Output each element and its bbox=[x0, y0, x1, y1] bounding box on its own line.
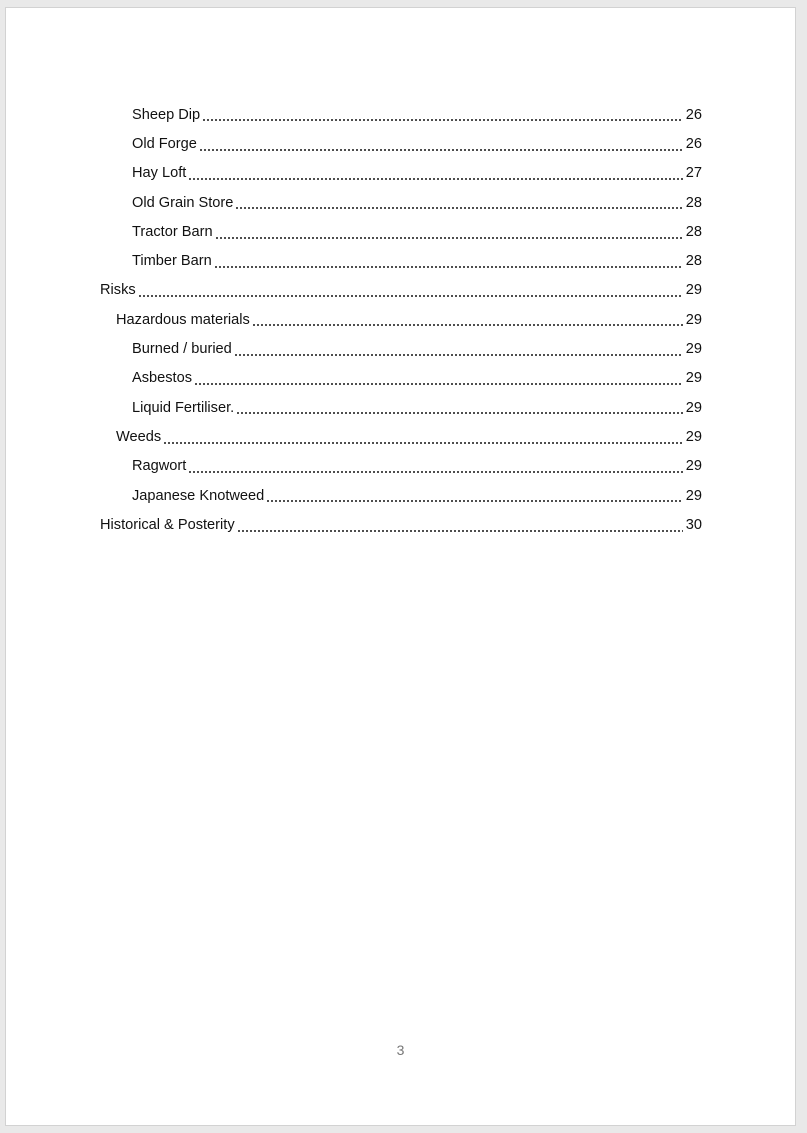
toc-dot-leader bbox=[214, 255, 683, 270]
toc-entry-page: 29 bbox=[683, 282, 702, 298]
toc-entry-tractor-barn[interactable] bbox=[100, 217, 702, 246]
toc-entry-risks[interactable] bbox=[100, 276, 702, 305]
toc-dot-leader bbox=[215, 226, 683, 241]
toc-entry-hazardous-materials[interactable] bbox=[100, 305, 702, 334]
toc-entry-page: 29 bbox=[683, 341, 702, 357]
toc-entry-title: Weeds bbox=[116, 428, 162, 445]
page-number: 3 bbox=[396, 1042, 405, 1058]
toc-entry-page: 29 bbox=[683, 312, 702, 328]
toc-dot-leader bbox=[194, 372, 683, 387]
toc-entry-title: Japanese Knotweed bbox=[132, 487, 265, 504]
toc-entry-historical-posterity[interactable] bbox=[100, 510, 702, 539]
toc-entry-title: Risks bbox=[100, 282, 136, 299]
table-of-contents bbox=[100, 100, 702, 539]
toc-entry-title: Timber Barn bbox=[132, 253, 212, 270]
toc-dot-leader bbox=[237, 519, 683, 534]
toc-entry-weeds[interactable] bbox=[100, 422, 702, 451]
toc-entry-page: 29 bbox=[683, 429, 702, 445]
toc-entry-title: Historical & Posterity bbox=[100, 516, 235, 533]
toc-entry-ragwort[interactable] bbox=[100, 452, 702, 481]
toc-dot-leader bbox=[138, 284, 683, 299]
toc-entry-liquid-fertiliser[interactable] bbox=[100, 393, 702, 422]
toc-dot-leader bbox=[188, 460, 682, 475]
toc-entry-page: 29 bbox=[683, 370, 702, 386]
toc-entry-page: 30 bbox=[683, 517, 702, 533]
toc-entry-page: 26 bbox=[683, 136, 702, 152]
toc-dot-leader bbox=[199, 138, 683, 153]
toc-entry-sheep-dip[interactable] bbox=[100, 100, 702, 129]
toc-dot-leader bbox=[235, 196, 682, 211]
toc-dot-leader bbox=[188, 167, 682, 182]
toc-dot-leader bbox=[236, 401, 683, 416]
toc-entry-asbestos[interactable] bbox=[100, 364, 702, 393]
toc-entry-page: 29 bbox=[683, 488, 702, 504]
toc-entry-page: 27 bbox=[683, 165, 702, 181]
toc-entry-page: 29 bbox=[683, 400, 702, 416]
toc-entry-page: 26 bbox=[683, 107, 702, 123]
toc-entry-old-grain-store[interactable] bbox=[100, 188, 702, 217]
toc-entry-title: Old Grain Store bbox=[132, 194, 234, 211]
toc-entry-title: Hay Loft bbox=[132, 165, 187, 182]
toc-entry-page: 28 bbox=[683, 195, 702, 211]
toc-entry-page: 28 bbox=[683, 224, 702, 240]
toc-entry-page: 29 bbox=[683, 458, 702, 474]
toc-entry-title: Hazardous materials bbox=[116, 311, 250, 328]
toc-entry-old-forge[interactable] bbox=[100, 129, 702, 158]
toc-entry-title: Old Forge bbox=[132, 135, 197, 152]
toc-dot-leader bbox=[266, 489, 683, 504]
toc-entry-title: Tractor Barn bbox=[132, 223, 213, 240]
toc-entry-title: Burned / buried bbox=[132, 341, 232, 358]
toc-entry-hay-loft[interactable] bbox=[100, 159, 702, 188]
document-page bbox=[5, 7, 796, 1126]
toc-entry-title: Asbestos bbox=[132, 370, 193, 387]
toc-dot-leader bbox=[202, 108, 683, 123]
toc-entry-japanese-knotweed[interactable] bbox=[100, 481, 702, 510]
toc-entry-title: Sheep Dip bbox=[132, 106, 201, 123]
toc-dot-leader bbox=[163, 431, 683, 446]
toc-entry-timber-barn[interactable] bbox=[100, 246, 702, 275]
toc-entry-title: Ragwort bbox=[132, 458, 187, 475]
toc-entry-page: 28 bbox=[683, 253, 702, 269]
toc-entry-title: Liquid Fertiliser. bbox=[132, 399, 235, 416]
toc-dot-leader bbox=[252, 313, 683, 328]
toc-dot-leader bbox=[234, 343, 683, 358]
toc-entry-burned-buried[interactable] bbox=[100, 334, 702, 363]
